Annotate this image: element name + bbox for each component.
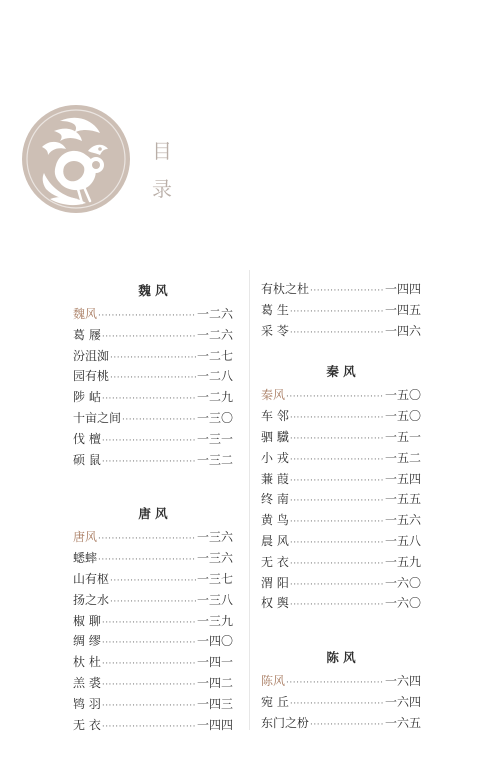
toc-entry[interactable] (73, 673, 233, 694)
leader-dots (290, 533, 384, 554)
toc-entry[interactable] (261, 573, 421, 594)
leader-dots (310, 715, 384, 736)
toc-entry-page: 一五一 (384, 429, 421, 444)
toc-entry-page: 一二九 (196, 390, 233, 405)
toc-entry-page: 一三一 (196, 431, 233, 446)
leader-dots (122, 410, 196, 431)
toc-entry-label: 有杕之杜 (261, 282, 310, 296)
toc-entry[interactable] (73, 652, 233, 673)
leader-dots (102, 675, 196, 696)
toc-entry[interactable] (261, 531, 421, 552)
toc-entry-page: 一六五 (384, 715, 421, 730)
leader-dots (290, 512, 384, 533)
toc-entry[interactable] (73, 387, 233, 408)
toc-entry-page: 一二六 (196, 307, 233, 321)
toc-entry-label: 车 邻 (261, 409, 289, 424)
section-gap (261, 614, 421, 647)
leader-dots (110, 348, 196, 369)
toc-entry-label: 权 舆 (261, 596, 289, 611)
toc-entry[interactable] (261, 552, 421, 573)
toc-entry[interactable] (73, 715, 233, 736)
toc-entry-label: 汾沮洳 (73, 348, 110, 363)
toc-entry-page: 一四一 (196, 655, 233, 670)
toc-entry-page: 一四五 (384, 302, 421, 317)
toc-column-left (73, 280, 233, 735)
toc-entry[interactable] (261, 385, 421, 406)
toc-entry-page: 一三八 (196, 592, 233, 607)
leader-dots (102, 431, 196, 452)
toc-entry-label: 杕 杜 (73, 655, 101, 670)
toc-entry-label: 园有桃 (73, 369, 110, 384)
toc-entry-label: 十亩之间 (73, 410, 122, 425)
toc-entry[interactable] (73, 590, 233, 611)
toc-entry[interactable] (73, 450, 233, 471)
toc-entry-label: 鸨 羽 (73, 696, 101, 711)
toc-entry-label: 无 衣 (73, 717, 101, 732)
toc-entry-page: 一四六 (384, 323, 421, 338)
toc-entry-label: 晨 风 (261, 533, 289, 548)
toc-entry[interactable] (73, 366, 233, 387)
leader-dots (290, 302, 384, 323)
toc-entry-page: 一三〇 (196, 410, 233, 425)
toc-entry-page: 一三七 (196, 571, 233, 586)
section-title: 陈 风 (326, 650, 356, 666)
toc-entry[interactable] (261, 406, 421, 427)
toc-entry[interactable] (261, 510, 421, 531)
toc-entry-label: 采 苓 (261, 323, 289, 338)
leader-dots (102, 633, 196, 654)
toc-entry-page: 一六四 (384, 694, 421, 709)
toc-entry-page: 一四〇 (196, 634, 233, 649)
toc-entry[interactable] (73, 694, 233, 715)
toc-entry[interactable] (261, 300, 421, 321)
toc-entry-page: 一三九 (196, 613, 233, 628)
leader-dots (102, 389, 196, 410)
toc-entry-label: 宛 丘 (261, 694, 289, 709)
page-title-line-2: 录 (152, 177, 172, 201)
toc-entry[interactable] (261, 321, 421, 342)
toc-entry[interactable] (261, 489, 421, 510)
toc-entry-page: 一四三 (196, 696, 233, 711)
toc-entry-page: 一二八 (196, 369, 233, 384)
leader-dots (290, 491, 384, 512)
leader-dots (310, 281, 384, 302)
leader-dots (102, 696, 196, 717)
leader-dots (290, 429, 384, 450)
toc-entry-label: 蟋蟀 (73, 551, 98, 566)
toc-entry-page: 一五九 (384, 554, 421, 569)
toc-entry-page: 一五六 (384, 513, 421, 528)
toc-entry-label: 唐风 (73, 530, 98, 545)
toc-entry[interactable] (261, 448, 421, 469)
toc-entry[interactable] (261, 692, 421, 713)
leader-dots (98, 529, 196, 550)
toc-entry[interactable] (73, 611, 233, 632)
leader-dots (102, 654, 196, 675)
leader-dots (286, 673, 384, 694)
leader-dots (102, 327, 196, 348)
leader-dots (290, 694, 384, 715)
toc-entry-label: 硕 鼠 (73, 452, 101, 467)
toc-entry-page: 一五八 (384, 533, 421, 548)
toc-entry-page: 一五〇 (384, 409, 421, 424)
toc-entry-page: 一五二 (384, 450, 421, 465)
leader-dots (290, 575, 384, 596)
toc-entry[interactable] (261, 593, 421, 614)
leader-dots (102, 613, 196, 634)
column-divider (249, 270, 250, 730)
leader-dots (110, 571, 196, 592)
toc-entry[interactable] (261, 713, 421, 734)
toc-entry[interactable] (73, 304, 233, 325)
section-gap (73, 470, 233, 503)
toc-entry-page: 一三二 (196, 452, 233, 467)
toc-entry[interactable] (73, 548, 233, 569)
section-title: 唐 风 (138, 506, 168, 522)
toc-entry-label: 椒 聊 (73, 613, 101, 628)
toc-entry-label: 绸 缪 (73, 634, 101, 649)
leader-dots (98, 306, 196, 327)
leader-dots (290, 471, 384, 492)
leader-dots (102, 452, 196, 473)
phoenix-roundel-icon (20, 103, 132, 215)
toc-entry-page: 一四四 (196, 717, 233, 732)
toc-entry[interactable] (261, 427, 421, 448)
toc-entry[interactable] (261, 279, 421, 300)
toc-entry-page: 一五四 (384, 471, 421, 486)
toc-entry-label: 陈风 (261, 674, 286, 689)
toc-entry-page: 一四四 (384, 282, 421, 296)
toc-entry-page: 一六四 (384, 674, 421, 689)
toc-entry[interactable] (73, 346, 233, 367)
toc-entry-page: 一六〇 (384, 596, 421, 611)
toc-entry-label: 羔 裘 (73, 675, 101, 690)
toc-entry[interactable] (261, 671, 421, 692)
toc-entry-label: 陟 岵 (73, 390, 101, 405)
toc-entry[interactable] (73, 325, 233, 346)
leader-dots (290, 595, 384, 616)
section-title: 魏 风 (138, 283, 168, 298)
toc-entry-label: 小 戎 (261, 450, 289, 465)
toc-entry[interactable] (261, 469, 421, 490)
page-title-line-1: 目 (152, 139, 172, 163)
toc-entry[interactable] (73, 429, 233, 450)
toc-entry-label: 渭 阳 (261, 575, 289, 590)
leader-dots (290, 323, 384, 344)
toc-entry-page: 一二七 (196, 348, 233, 363)
toc-entry-page: 一六〇 (384, 575, 421, 590)
toc-column-right (261, 279, 421, 734)
toc-entry-label: 蒹 葭 (261, 471, 289, 486)
toc-entry-label: 无 衣 (261, 554, 289, 569)
leader-dots (290, 450, 384, 471)
leader-dots (110, 368, 196, 389)
toc-entry[interactable] (73, 631, 233, 652)
leader-dots (290, 408, 384, 429)
toc-entry[interactable] (73, 408, 233, 429)
leader-dots (286, 387, 384, 408)
page-title (152, 132, 172, 208)
leader-dots (98, 550, 196, 571)
toc-entry-page: 一三六 (196, 551, 233, 566)
leader-dots (110, 592, 196, 613)
toc-entry-label: 葛 生 (261, 302, 289, 317)
toc-entry-page: 一五五 (384, 492, 421, 507)
toc-entry-label: 扬之水 (73, 592, 110, 607)
toc-entry-label: 黄 鸟 (261, 513, 289, 528)
toc-entry-label: 葛 屦 (73, 327, 101, 342)
section-gap (261, 341, 421, 361)
toc-entry-label: 魏风 (73, 307, 98, 321)
leader-dots (290, 554, 384, 575)
toc-entry-label: 终 南 (261, 492, 289, 507)
toc-entry-label: 驷 驖 (261, 429, 289, 444)
leader-dots (102, 717, 196, 738)
toc-entry-page: 一四二 (196, 675, 233, 690)
toc-entry[interactable] (73, 527, 233, 548)
toc-entry-label: 东门之枌 (261, 715, 310, 730)
toc-entry-label: 伐 檀 (73, 431, 101, 446)
toc-entry-page: 一三六 (196, 530, 233, 545)
toc-entry-page: 一二六 (196, 327, 233, 342)
toc-entry-label: 秦风 (261, 388, 286, 403)
toc-entry-label: 山有枢 (73, 571, 110, 586)
toc-entry[interactable] (73, 569, 233, 590)
section-title: 秦 风 (326, 364, 356, 380)
toc-entry-page: 一五〇 (384, 388, 421, 403)
